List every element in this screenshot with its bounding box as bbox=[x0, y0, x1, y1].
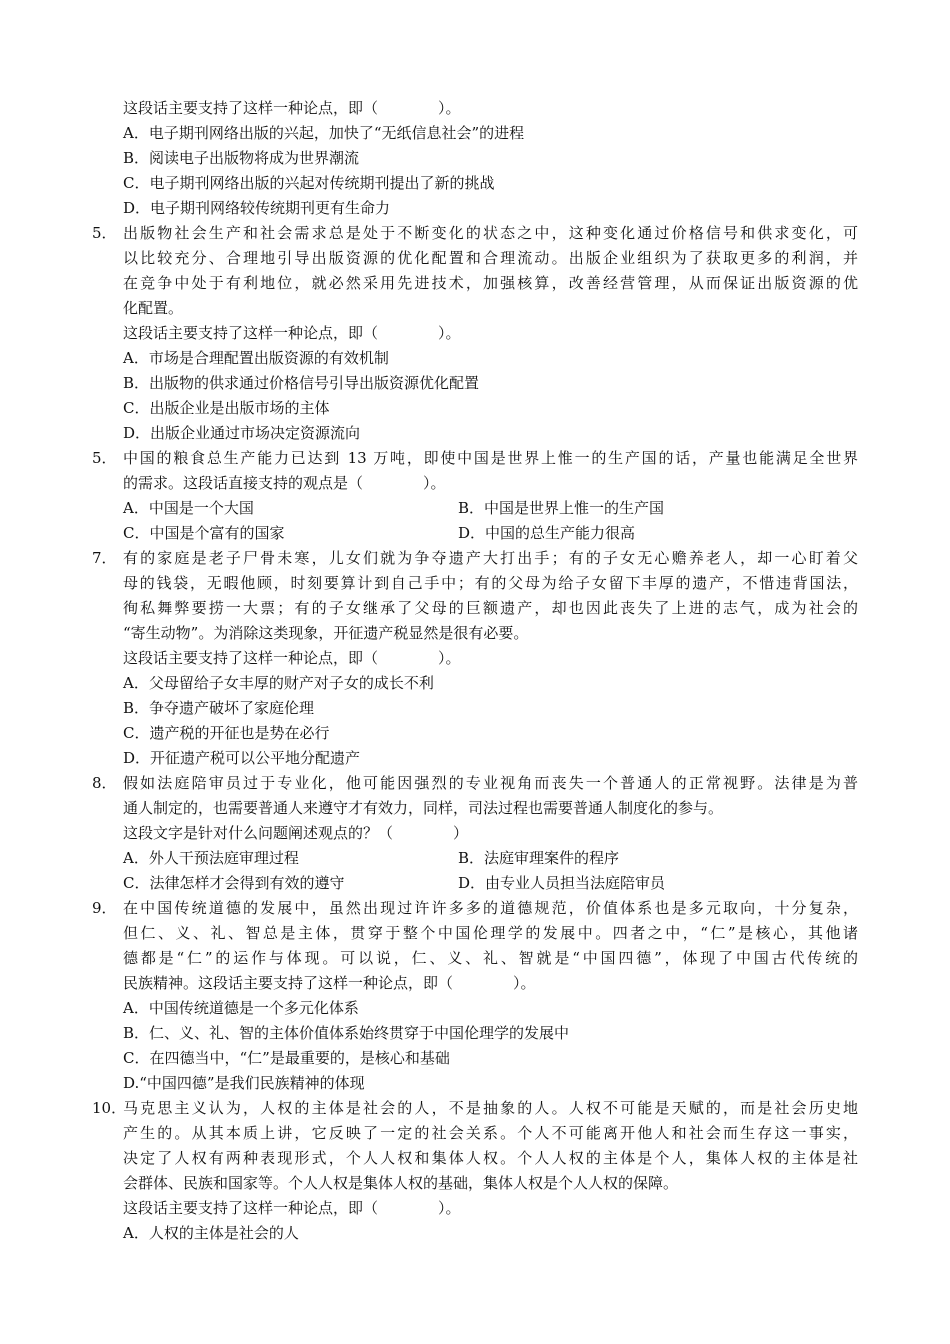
options-row bbox=[0, 871, 950, 896]
question-text-line: 会群体、民族和国家等。个人人权是集体人权的基础，集体人权是个人人权的保障。 bbox=[123, 1174, 679, 1192]
question-number: 7． bbox=[92, 549, 117, 567]
option-b: B．出版物的供求通过价格信号引导出版资源优化配置 bbox=[123, 374, 480, 392]
question-number: 5． bbox=[92, 449, 117, 467]
option-c: C．遗产税的开征也是势在必行 bbox=[123, 724, 330, 742]
option-b: B．争夺遗产破坏了家庭伦理 bbox=[123, 699, 315, 717]
question-text-line: 通人制定的，也需要普通人来遵守才有效力，同样，司法过程也需要普通人制度化的参与。 bbox=[123, 799, 724, 817]
option-a: A．中国传统道德是一个多元化体系 bbox=[123, 999, 359, 1017]
options-row bbox=[0, 521, 950, 546]
question-text-line: 产生的。从其本质上讲，它反映了一定的社会关系。个人不可能离开他人和社会而生存这一事实， bbox=[123, 1124, 858, 1142]
option-b: B．法庭审理案件的程序 bbox=[458, 849, 620, 867]
question-8 bbox=[0, 771, 950, 796]
question-text-line: 以比较充分、合理地引导出版资源的优化配置和合理流动。出版企业组织为了获取更多的利润，并 bbox=[123, 249, 858, 267]
question-7 bbox=[0, 546, 950, 571]
question-number: 9． bbox=[92, 899, 117, 917]
question-9 bbox=[0, 896, 950, 921]
question-5a bbox=[0, 221, 950, 246]
option-d: D．开征遗产税可以公平地分配遗产 bbox=[123, 749, 361, 767]
option-a: A．中国是一个大国 bbox=[123, 499, 254, 517]
question-text-line: 徇私舞弊要捞一大票；有的子女继承了父母的巨额遗产，却也因此丧失了上进的志气，成为社会的 bbox=[123, 599, 858, 617]
question-text-line: 出版物社会生产和社会需求总是处于不断变化的状态之中，这种变化通过价格信号和供求变化，可 bbox=[123, 224, 858, 242]
question-10 bbox=[0, 1096, 950, 1121]
option-d: D．由专业人员担当法庭陪审员 bbox=[458, 874, 666, 892]
question-prompt: 这段文字是针对什么问题阐述观点的？（ ） bbox=[123, 824, 469, 842]
question-text-line: 的需求。这段话直接支持的观点是（ ）。 bbox=[123, 474, 446, 492]
option-c: C．法律怎样才会得到有效的遵守 bbox=[123, 874, 345, 892]
question-prompt: 这段话主要支持了这样一种论点，即（ ）。 bbox=[123, 99, 461, 117]
question-text-line: 中国的粮食总生产能力已达到 13 万吨，即使中国是世界上惟一的生产国的话，产量也能满足全世界 bbox=[123, 449, 858, 467]
question-text-line: “寄生动物”。为消除这类现象，开征遗产税显然是很有必要。 bbox=[123, 624, 529, 642]
option-a: A．电子期刊网络出版的兴起，加快了“无纸信息社会”的进程 bbox=[123, 124, 525, 142]
question-text-line: 化配置。 bbox=[123, 299, 184, 317]
option-d: D.“中国四德”是我们民族精神的体现 bbox=[123, 1074, 365, 1092]
question-text-line: 在竞争中处于有利地位，就必然采用先进技术，加强核算，改善经营管理，从而保证出版资源的优 bbox=[123, 274, 858, 292]
question-number: 8． bbox=[92, 774, 117, 792]
option-b: B．阅读电子出版物将成为世界潮流 bbox=[123, 149, 360, 167]
option-a: A．市场是合理配置出版资源的有效机制 bbox=[123, 349, 389, 367]
option-c: C．中国是个富有的国家 bbox=[123, 524, 285, 542]
question-text-line: 决定了人权有两种表现形式，个人人权和集体人权。个人人权的主体是个人，集体人权的主体是社 bbox=[123, 1149, 858, 1167]
option-c: C．在四德当中，“仁”是最重要的，是核心和基础 bbox=[123, 1049, 450, 1067]
question-text-line: 母的钱袋，无暇他顾，时刻要算计到自己手中；有的父母为给子女留下丰厚的遗产，不惜违背国法， bbox=[123, 574, 858, 592]
options-row bbox=[0, 496, 950, 521]
document-page bbox=[0, 96, 950, 1246]
option-c: C．电子期刊网络出版的兴起对传统期刊提出了新的挑战 bbox=[123, 174, 495, 192]
option-a: A．外人干预法庭审理过程 bbox=[123, 849, 299, 867]
question-text-line: 马克思主义认为，人权的主体是社会的人，不是抽象的人。人权不可能是天赋的，而是社会历史地 bbox=[123, 1099, 858, 1117]
question-text-line: 在中国传统道德的发展中，虽然出现过许许多多的道德规范，价值体系也是多元取向，十分复杂， bbox=[123, 899, 858, 917]
question-text-line: 有的家庭是老子尸骨未寒，儿女们就为争夺遗产大打出手；有的子女无心赡养老人，却一心盯着父 bbox=[123, 549, 858, 567]
option-d: D．电子期刊网络较传统期刊更有生命力 bbox=[123, 199, 391, 217]
option-d: D．出版企业通过市场决定资源流向 bbox=[123, 424, 361, 442]
question-prompt: 这段话主要支持了这样一种论点，即（ ）。 bbox=[123, 324, 461, 342]
question-text-line: 假如法庭陪审员过于专业化，他可能因强烈的专业视角而丧失一个普通人的正常视野。法律是为普 bbox=[123, 774, 858, 792]
question-prompt: 这段话主要支持了这样一种论点，即（ ）。 bbox=[123, 1199, 461, 1217]
question-prompt: 这段话主要支持了这样一种论点，即（ ）。 bbox=[123, 649, 461, 667]
question-text-line: 德都是“仁”的运作与体现。可以说，仁、义、礼、智就是“中国四德”，体现了中国古代传统的 bbox=[123, 949, 858, 967]
option-b: B．中国是世界上惟一的生产国 bbox=[458, 499, 665, 517]
option-d: D．中国的总生产能力很高 bbox=[458, 524, 636, 542]
question-number: 5． bbox=[92, 224, 117, 242]
option-a: A．父母留给子女丰厚的财产对子女的成长不利 bbox=[123, 674, 434, 692]
options-row bbox=[0, 846, 950, 871]
option-c: C．出版企业是出版市场的主体 bbox=[123, 399, 330, 417]
option-a: A．人权的主体是社会的人 bbox=[123, 1224, 299, 1242]
question-number: 10． bbox=[92, 1099, 127, 1117]
option-b: B．仁、义、礼、智的主体价值体系始终贯穿于中国伦理学的发展中 bbox=[123, 1024, 570, 1042]
question-text-line: 但仁、义、礼、智总是主体，贯穿于整个中国伦理学的发展中。四者之中，“仁”是核心，其他诸 bbox=[123, 924, 858, 942]
question-text-line: 民族精神。这段话主要支持了这样一种论点，即（ ）。 bbox=[123, 974, 536, 992]
question-5b bbox=[0, 446, 950, 471]
